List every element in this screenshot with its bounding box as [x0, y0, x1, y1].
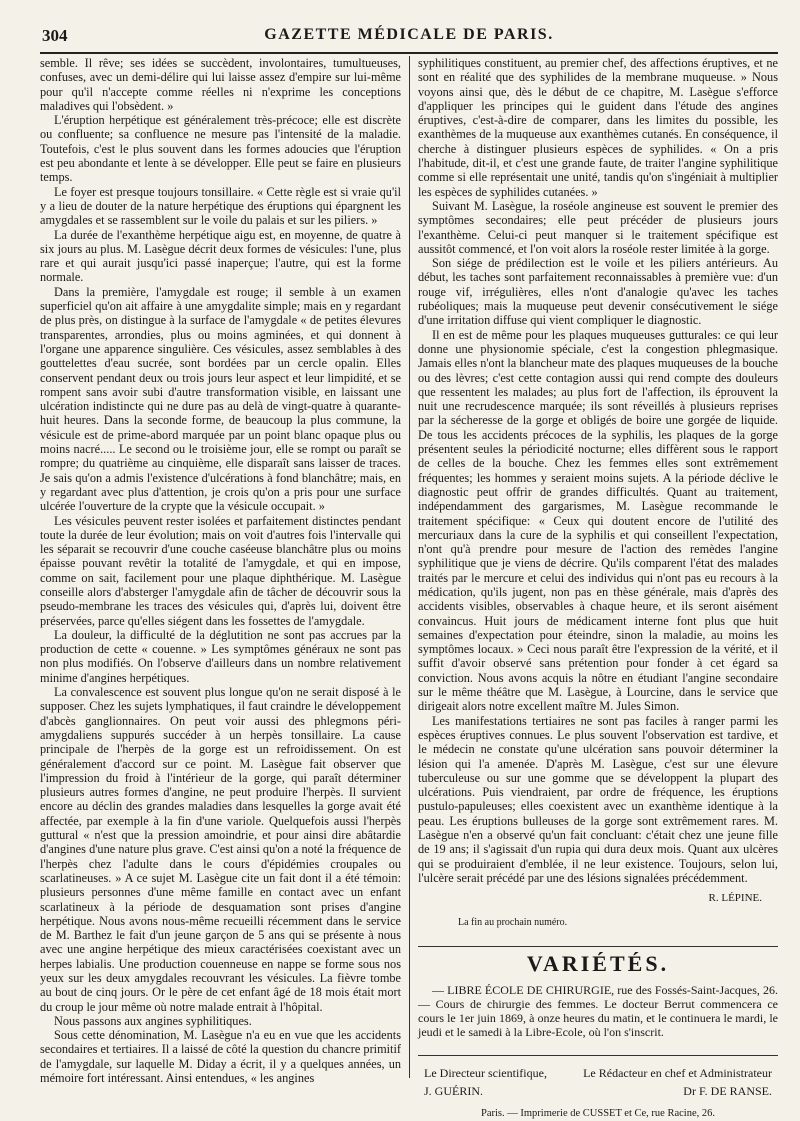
paragraph: Le foyer est presque toujours tonsillaire. « Cette règle est si vraie qu'il y a lieu de douter de la nature herpétique des éruptions qui épargnent les amygdales et se rassemblent sur le voile du palais et sur les piliers. »: [40, 184, 401, 228]
editor-name: Dr F. DE RANSE.: [683, 1084, 772, 1099]
paragraph: Les vésicules peuvent rester isolées et parfaitement distinctes pendant toute la durée de leur évolution; mais on voit d'autres fois l'intervalle qui les séparait se recouvrir d'une couche caséeuse blanchâtre plus ou moins épaisse pouvant revêtir la totalité de l'amygdale, et qui en impose, comme on sait, facilement pour une plaque diphthérique. M. Lasègue conseille alors d'absterger l'amygdale afin de tâcher de découvrir sous la pseudo-membrane les traces des vésicules qui, d'après lui, doivent être préservées, parce qu'elles siégent dans les fossettes de l'amygdale.: [40, 513, 401, 628]
footer-labels: [424, 1066, 772, 1080]
section-title: VARIÉTÉS.: [526, 950, 670, 976]
page-header: [40, 22, 778, 54]
editor-label: Le Rédacteur en chef et Administrateur: [583, 1066, 772, 1081]
author-signature: R. LÉPINE.: [708, 892, 762, 905]
section-divider: [418, 946, 778, 947]
paragraph: Les manifestations tertiaires ne sont pas faciles à ranger parmi les espèces éruptives connues. Le plus souvent l'observation est tardive, et le médecin ne constate qu'une ulcération sans pouvoir déterminer la lésion qui l'a amenée. D'après M. Lasègue, c'est sur une élevure tuberculeuse ou sur une gomme que se développent la plupart des ulcérations. Puis viendraient, par ordre de fréquence, les éruptions pustulo-papuleuses; elles coexistent avec un exanthème identique à la peau. Les éruptions bulleuses de la gorge sont extrêmement rares. M. Lasègue n'en a observé qu'un fait concluant: c'était chez une jeune fille de 19 ans; il s'agissait d'un rupia qui dura deux mois. Quant aux ulcères qui se produiraient d'emblée, il ne leur existence. Toujours, selon lui, l'ulcère serait précédé par une des lésions signalées précédemment.: [418, 713, 778, 885]
paragraph: L'éruption herpétique est généralement très-précoce; elle est discrète ou confluente; sa confluence ne mesure pas l'intensité de la maladie. Toutefois, c'est le plus souvent dans les formes adoucies que l'éruption est peu abondante et lente à se développer. Elle peut se faire en plusieurs temps.: [40, 113, 401, 185]
footer-divider: [418, 1055, 778, 1056]
running-head: GAZETTE MÉDICALE DE PARIS.: [264, 26, 554, 43]
column-divider: [409, 56, 410, 1078]
paragraph: La convalescence est souvent plus longue qu'on ne serait disposé à le supposer. Chez les sujets lymphatiques, il faut craindre le développement d'abcès ganglionnaires. On peut voir aussi des phlegmons péri-amygdaliens suppurés succéder à un herpès tonsillaire. La cause principale de l'herpès de la gorge est un refroidissement. On est généralement d'accord sur ce point. M. Lasègue fait observer que l'impression du froid à l'intérieur de la gorge, qui paraît déterminer plusieurs autres formes d'angine, ne peut produire l'herpès. Il survient encore au déclin des grandes maladies dans lesquelles la gorge avait été affectée, par exemple à la fin d'une variole. Quelquefois aussi l'herpès guttural « n'est que la pression amoindrie, et pour ainsi dire abâtardie d'angines d'une nature plus grave. C'est ainsi qu'on a noté la fréquence de l'herpès chez l'adulte dans le cours d'épidémies croupales ou scarlatineuses. » A ce sujet M. Lasègue cite un fait dont il a été témoin: plusieurs personnes d'une même famille en contact avec un enfant scarlatineux à la période de desquamation sont prises d'angine herpétique. Nous avons nous-même recueilli récemment dans le service de M. Barthez le fait d'un jeune garçon de 5 ans qui se présente à nous avec une angine herpétique des mieux caractérisées coexistant avec un herpes labialis. Une production couenneuse en nappe se forme sous nos yeux sur les deux amygdales recouvrant les vésicules. La fièvre tombe au bout de cinq jours. Or le père de cet enfant âgé de 18 mois était mort du croup le jour même où notre malade entrait à l'hôpital.: [40, 685, 401, 1014]
page-number: 304: [42, 26, 68, 45]
director-name: J. GUÉRIN.: [424, 1084, 483, 1099]
paragraph: Son siége de prédilection est le voile et les piliers antérieurs. Au début, les taches sont parfaitement reconnaissables à première vue: d'un rouge vif, irrégulières, elles n'ont d'analogie qu'avec les taches rubéoliques; mais la muqueuse peut devenir consécutivement le siége d'une irritation diffuse qui vient compliquer le diagnostic.: [418, 256, 778, 328]
paragraph: semble. Il rêve; ses idées se succèdent, involontaires, tumultueuses, confuses, avec un demi-délire qui lui laisse assez d'empire sur lui-même pour qu'il n'accepte comme réelles ni n'exprime les conceptions maladives qui l'obsèdent. »: [40, 56, 401, 113]
paragraph: Dans la première, l'amygdale est rouge; il semble à un examen superficiel qu'on ait affaire à une amygdalite simple; mais en y regardant de plus près, on distingue à la surface de l'amygdale « de petites élevures transparentes, arrondies, plus ou moins agminées, et qui donnent à l'organe une apparence singulière. Ces vésicules, assez semblables à des gouttelettes d'eau sucrée, sont bordées par un cercle opalin. Elles conservent pendant deux ou trois jours leur aspect et leur limpidité, et se rompent sans avoir subi d'autre transformation visible, en laissant une ulcération indistincte qui ne dure pas au delà de vingt-quatre à quarante-huit heures. Dans la seconde forme, de beaucoup la plus commune, la vésicule est de prime-abord marquée par un point blanc opaque plus ou moins nacré..... Le second ou le troisième jour, elle se rompt ou paraît se rompre; du quatrième au cinquième, elle disparaît sans laisser de traces. Je sais qu'on a admis l'existence d'ulcérations à fond blanchâtre; mais, en y regardant avec plus d'attention, je crois qu'on a pris pour une surface ulcérée l'ouverture de la crypte que la vésicule occupait. »: [40, 284, 401, 514]
paragraph: Suivant M. Lasègue, la roséole angineuse est souvent le premier des symptômes secondaires; elle peut précéder de plusieurs jours l'exanthème. Celui-ci peut manquer si le traitement spécifique est aussitôt commencé, et l'on voit alors la roséole rester limitée à la gorge.: [418, 198, 778, 256]
paragraph: La durée de l'exanthème herpétique aigu est, en moyenne, de quatre à six jours au plus. M. Lasègue décrit deux formes de vésicules: l'une, plus rare et qui aurait jusqu'ici passé inaperçue; l'autre, qui est la forme normale.: [40, 227, 401, 285]
paragraph: Sous cette dénomination, M. Lasègue n'a eu en vue que les accidents secondaires et tertiaires. Il a laissé de côté la question du chancre primitif de l'amygdale, sur laquelle M. Diday a écrit, il y a quelques années, un mémoire fort intéressant. Ainsi entendues, « les angines: [40, 1028, 401, 1086]
left-column: [40, 56, 401, 1086]
right-column: [418, 56, 778, 1119]
printer-imprint: Paris. — Imprimerie de CUSSET et Ce, rue Racine, 26.: [481, 1107, 715, 1119]
paragraph: Nous passons aux angines syphilitiques.: [54, 1013, 252, 1028]
varietes-body: [418, 983, 778, 1039]
paragraph: — LIBRE ÉCOLE DE CHIRURGIE, rue des Fossés-Saint-Jacques, 26. — Cours de chirurgie des femmes. Le docteur Berrut commencera ce cours le 1er juin 1869, à onze heures du matin, et le continuera le mardi, le jeudi et le samedi à la Libre-Ecole, où l'on s'inscrit.: [418, 983, 778, 1040]
footer-names: [424, 1084, 772, 1098]
director-label: Le Directeur scientifique,: [424, 1066, 547, 1081]
continuation-note: La fin au prochain numéro.: [458, 916, 568, 928]
paragraph: syphilitiques constituent, au premier chef, des affections éruptives, et ne sont en réalité que des syphilides de la membrane muqueuse. » Nous voyons ainsi que, dès le début de ce chapitre, M. Lasègue s'efforce d'appliquer les principes qui le guident dans l'étude des angines éruptives, c'est-à-dire de comparer, dans les limites du possible, les exanthèmes de la muqueuse aux exanthèmes cutanés. En conséquence, il cherche à distinguer plusieurs espèces de syphilides. « On a pris l'habitude, dit-il, et c'est une grande faute, de traiter l'angine syphilitique comme si elle représentait une unité, tandis qu'on s'ingéniait à multiplier les espèces de syphilides cutanées. »: [418, 56, 778, 199]
paragraph: Il en est de même pour les plaques muqueuses gutturales: ce qui leur donne une physionomie spéciale, c'est la congestion phlegmasique. Jamais elles n'ont la blancheur mate des plaques muqueuses de la bouche ou des lèvres; c'est cette contagion aussi qui rend compte des douleurs que ressentent les malades; au plus fort de l'affection, ils éprouvent la nuit une recrudescence marquée; ils sont réveillés à plusieurs reprises par la sécheresse de la gorge et obligés de boire une gorgée de liquide. De tous les accidents précoces de la syphilis, les plaques de la gorge présentent seules la périodicité nocturne; elles diffèrent sous le rapport de celles de la bouche. Chez les femmes elles sont extrêmement fréquentes; les hommes y seraient moins sujets. A la période déclive le diagnostic peut offrir de grandes difficultés. Quant au traitement, indépendamment des gargarismes, M. Lasègue recommande le traitement spécifique: « Ceux qui doutent encore de l'utilité des mercuriaux dans la cure de la syphilis et qui conseillent l'expectation, n'ont qu'à prendre pour mesure de l'action des remèdes l'angine syphilitique que je viens de décrire. Qu'ils comparent l'état des malades traités par le mercure et celui des individus qui n'ont pas eu recours à la médication, qu'ils jugent, non pas en thèse générale, mais d'après des accidents visibles, observables à chaque heure, et ils seront aisément convaincus. Huit jours de médicament interne font plus que huit semaines d'expectation pour éteindre, sinon la maladie, au moins les symptômes locaux. » Ceci nous paraît être l'expression de la vérité, et il suffit d'avoir observé sans prétention pour fonder à cet égard sa conviction. Nous avons acquis la nôtre en étudiant l'angine secondaire sur le même théâtre que M. Lasègue, à Lourcine, dans le service que dirigeait alors notre excellent maître M. Jules Simon.: [418, 327, 778, 714]
paragraph: La douleur, la difficulté de la déglutition ne sont pas accrues par la production de cette « couenne. » Les symptômes généraux ne sont pas non plus modifiés. On l'observe d'ailleurs dans un nombre relativement minime d'angines herpétiques.: [40, 627, 401, 685]
